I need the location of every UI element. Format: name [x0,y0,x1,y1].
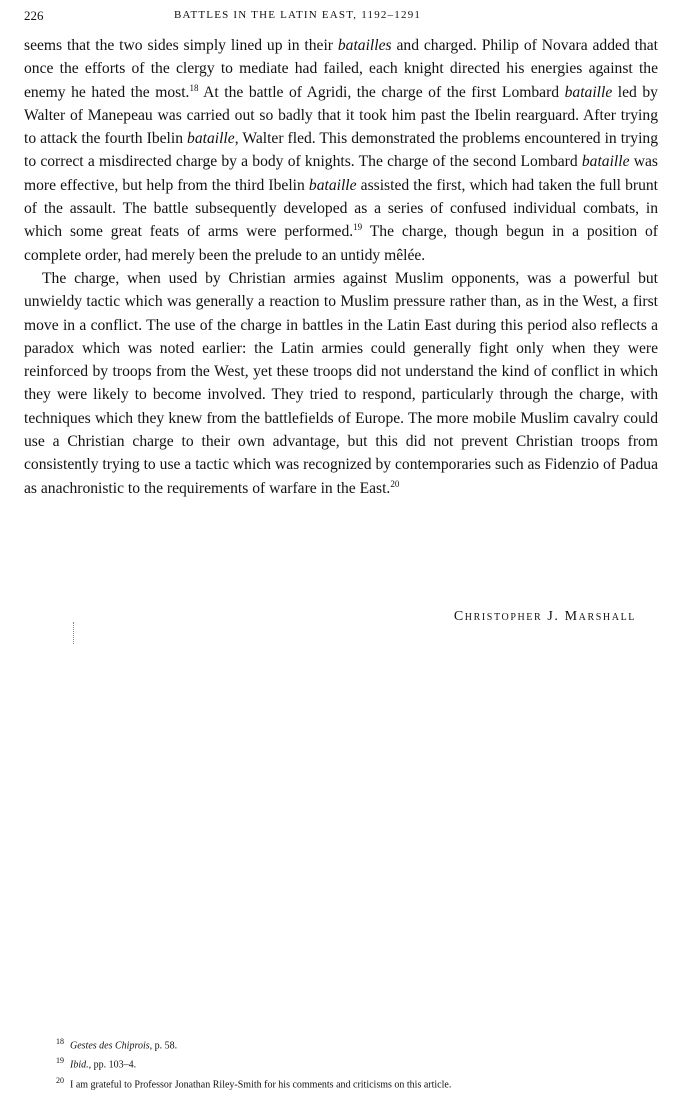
paragraph-2 [24,267,658,500]
running-header [24,8,660,28]
italic-term: bataille [564,83,613,101]
footnote-title: Gestes des Chiprois [70,1040,150,1052]
footnotes [56,1034,656,1092]
footnote [56,1053,656,1072]
footnote-number: 20 [56,1075,64,1085]
footnote-ref: 20 [390,478,400,489]
page-number: 226 [24,8,44,23]
text-run: was more effective, but help from the third Ibelin [24,153,658,194]
footnote-text: , p. 58. [149,1040,178,1052]
body-text [24,34,658,500]
footnote-number: 19 [56,1056,64,1066]
footnote [56,1034,656,1053]
italic-term: batailles [337,37,392,54]
text-run: At the battle of Agridi, the charge of the first Lombard [198,83,565,101]
text-run: , Walter fled. This demonstrated the problems encountered in trying to correct a misdirected charge by a body of knights. The charge of the second Lombard [24,130,658,171]
italic-term: bataille [187,130,235,148]
running-title: BATTLES IN THE LATIN EAST, 1192–1291 [174,9,422,21]
footnote-title: Ibid. [70,1059,89,1071]
author-signature: Christopher J. Marshall [453,609,636,624]
text-run: assisted the first, which had taken the full brunt of the assault. The battle subsequently developed as a series of confused individual combats, in which some great feats of arms were performed. [24,176,658,241]
italic-term: bataille [308,176,357,194]
footnote-text: , pp. 103–4. [88,1059,137,1071]
paragraph-1 [24,34,658,267]
text-run: The charge, though begun in a position of complete order, had merely been the prelude to an untidy mêlée. [24,223,658,264]
footnote [56,1073,656,1092]
footnote-ref: 19 [353,222,363,233]
scan-mark [73,622,76,644]
text-run: The charge, when used by Christian armies against Muslim opponents, was a powerful but unwieldy tactic which was generally a reaction to Muslim pressure rather than, as in the West, a first move in a conflict. The use of the charge in battles in the Latin East during this period also reflects a paradox which was noted earlier: the Latin armies could generally fight only when they were reinforced by troops from the West, yet these troops did not understand the kind of conflict in which they were likely to become involved. They tried to respond, particularly through the charge, with techniques which they knew from the battlefields of Europe. The more mobile Muslim cavalry could use a Christian charge to their own advantage, but this did not prevent Christian troops from consistently trying to use a tactic which was recognized by contemporaries such as Fidenzio of Padua as anachronistic to the requirements of warfare in the East. [24,269,658,497]
footnote-number: 18 [56,1037,64,1046]
text-run: and charged. Philip of Novara added that once the efforts of the clergy to mediate had failed, each knight directed his energies against the enemy he hated the most. [24,37,658,101]
footnote-text: I am grateful to Professor Jonathan Riley-Smith for his comments and criticisms on this article. [70,1078,452,1090]
footnote-ref: 18 [189,82,199,93]
text-run: led by Walter of Manepeau was carried out so badly that it took him past the Ibelin rearguard. After trying to attack the fourth Ibelin [24,83,658,148]
text-run: seems that the two sides simply lined up in their [24,37,338,54]
italic-term: bataille [581,153,630,171]
